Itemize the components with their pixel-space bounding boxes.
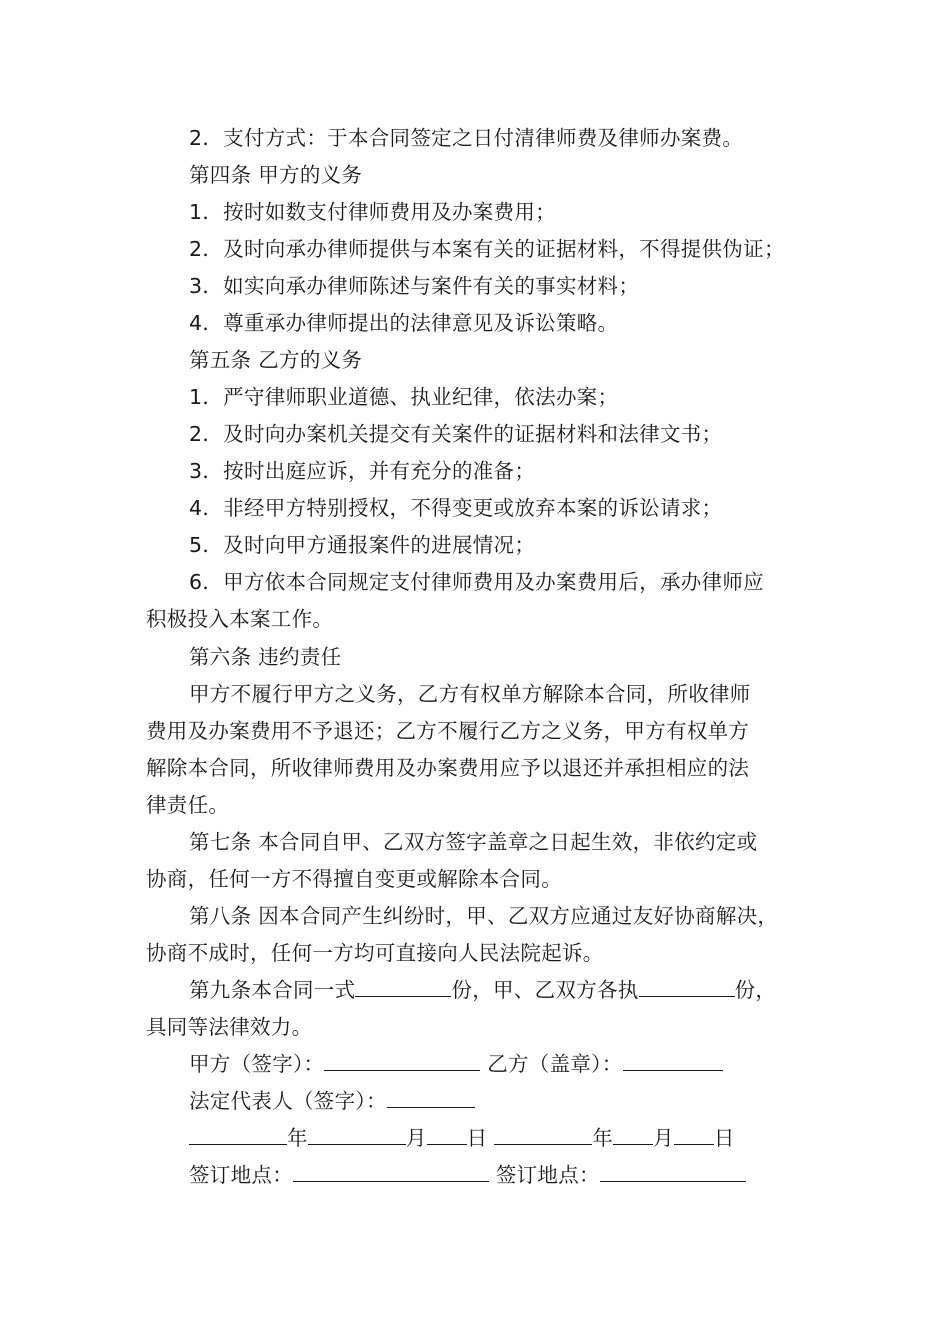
article-4-title: 第四条 甲方的义务 xyxy=(189,163,363,187)
article-4-item-1: 1．按时如数支付律师费用及办案费用； xyxy=(189,200,556,224)
article-5-item-2: 2．及时向办案机关提交有关案件的证据材料和法律文书； xyxy=(189,422,723,446)
party-a-sign-label: 甲方（签字）： xyxy=(189,1052,325,1076)
article-6-line-1: 甲方不履行甲方之义务，乙方有权单方解除本合同，所收律师 xyxy=(189,682,751,706)
party-a-day-label: 日 xyxy=(466,1126,488,1150)
legal-rep-label: 法定代表人（签字）： xyxy=(189,1089,387,1113)
party-a-year-label: 年 xyxy=(287,1126,308,1150)
article-9-line-1 xyxy=(189,976,776,1004)
signing-place-line xyxy=(189,1161,746,1189)
party-a-day-blank[interactable] xyxy=(427,1124,467,1145)
article-9-line-2: 具同等法律效力。 xyxy=(146,1015,313,1039)
article-5-item-5: 5．及时向甲方通报案件的进展情况； xyxy=(189,533,536,557)
party-a-place-label: 签订地点： xyxy=(189,1163,293,1187)
article-8-line-1: 第八条 因本合同产生纠纷时，甲、乙双方应通过友好协商解决， xyxy=(189,904,779,928)
copies-total-blank[interactable] xyxy=(355,976,451,997)
article-5-item-1: 1．严守律师职业道德、执业纪律，依法办案； xyxy=(189,385,619,409)
party-b-place-blank[interactable] xyxy=(600,1161,746,1182)
copies-each-blank[interactable] xyxy=(639,976,735,997)
signature-line xyxy=(189,1050,723,1078)
party-a-month-label: 月 xyxy=(405,1126,427,1150)
party-b-year-blank[interactable] xyxy=(494,1124,592,1145)
party-b-seal-label: 乙方（盖章）： xyxy=(487,1052,623,1076)
party-a-sign-blank[interactable] xyxy=(324,1050,480,1071)
article-6-title: 第六条 违约责任 xyxy=(189,645,342,669)
date-line xyxy=(189,1124,735,1152)
article-4-item-4: 4．尊重承办律师提出的法律意见及诉讼策略。 xyxy=(189,311,619,335)
article-6-line-4: 律责任。 xyxy=(146,793,230,817)
party-b-year-label: 年 xyxy=(592,1126,614,1150)
article-5-item-6-line-2: 积极投入本案工作。 xyxy=(146,607,334,631)
party-b-month-blank[interactable] xyxy=(613,1124,653,1145)
party-a-year-blank[interactable] xyxy=(189,1124,287,1145)
article-6-line-3: 解除本合同，所收律师费用及办案费用应予以退还并承担相应的法 xyxy=(146,756,750,780)
article-9-text-b: 份，甲、乙双方各执 xyxy=(451,978,639,1002)
article-5-item-3: 3．按时出庭应诉，并有充分的准备； xyxy=(189,459,536,483)
party-b-day-blank[interactable] xyxy=(674,1124,714,1145)
article-8-line-2: 协商不成时，任何一方均可直接向人民法院起诉。 xyxy=(146,941,604,965)
party-b-place-label: 签订地点： xyxy=(495,1163,600,1187)
legal-rep-line xyxy=(189,1087,475,1115)
article-4-item-2: 2．及时向承办律师提供与本案有关的证据材料，不得提供伪证； xyxy=(189,237,785,261)
article-7-line-1: 第七条 本合同自甲、乙双方签字盖章之日起生效，非依约定或 xyxy=(189,830,758,854)
party-b-month-label: 月 xyxy=(653,1126,674,1150)
article-7-line-2: 协商，任何一方不得擅自变更或解除本合同。 xyxy=(146,867,562,891)
article-4-item-3: 3．如实向承办律师陈述与案件有关的事实材料； xyxy=(189,274,640,298)
article-5-title: 第五条 乙方的义务 xyxy=(189,348,363,372)
legal-rep-blank[interactable] xyxy=(387,1087,475,1108)
party-a-month-blank[interactable] xyxy=(308,1124,406,1145)
article-9-text-c: 份， xyxy=(734,978,777,1002)
party-a-place-blank[interactable] xyxy=(293,1161,489,1182)
article-5-item-4: 4．非经甲方特别授权，不得变更或放弃本案的诉讼请求； xyxy=(189,496,723,520)
party-b-day-label: 日 xyxy=(713,1126,735,1150)
article-6-line-2: 费用及办案费用不予退还；乙方不履行乙方之义务，甲方有权单方 xyxy=(146,719,750,743)
article-9-text-a: 第九条本合同一式 xyxy=(189,978,356,1002)
party-b-seal-blank[interactable] xyxy=(623,1050,723,1071)
article-5-item-6-line-1: 6．甲方依本合同规定支付律师费用及办案费用后，承办律师应 xyxy=(189,570,764,594)
payment-method-clause: 2．支付方式：于本合同签定之日付清律师费及律师办案费。 xyxy=(189,126,744,150)
